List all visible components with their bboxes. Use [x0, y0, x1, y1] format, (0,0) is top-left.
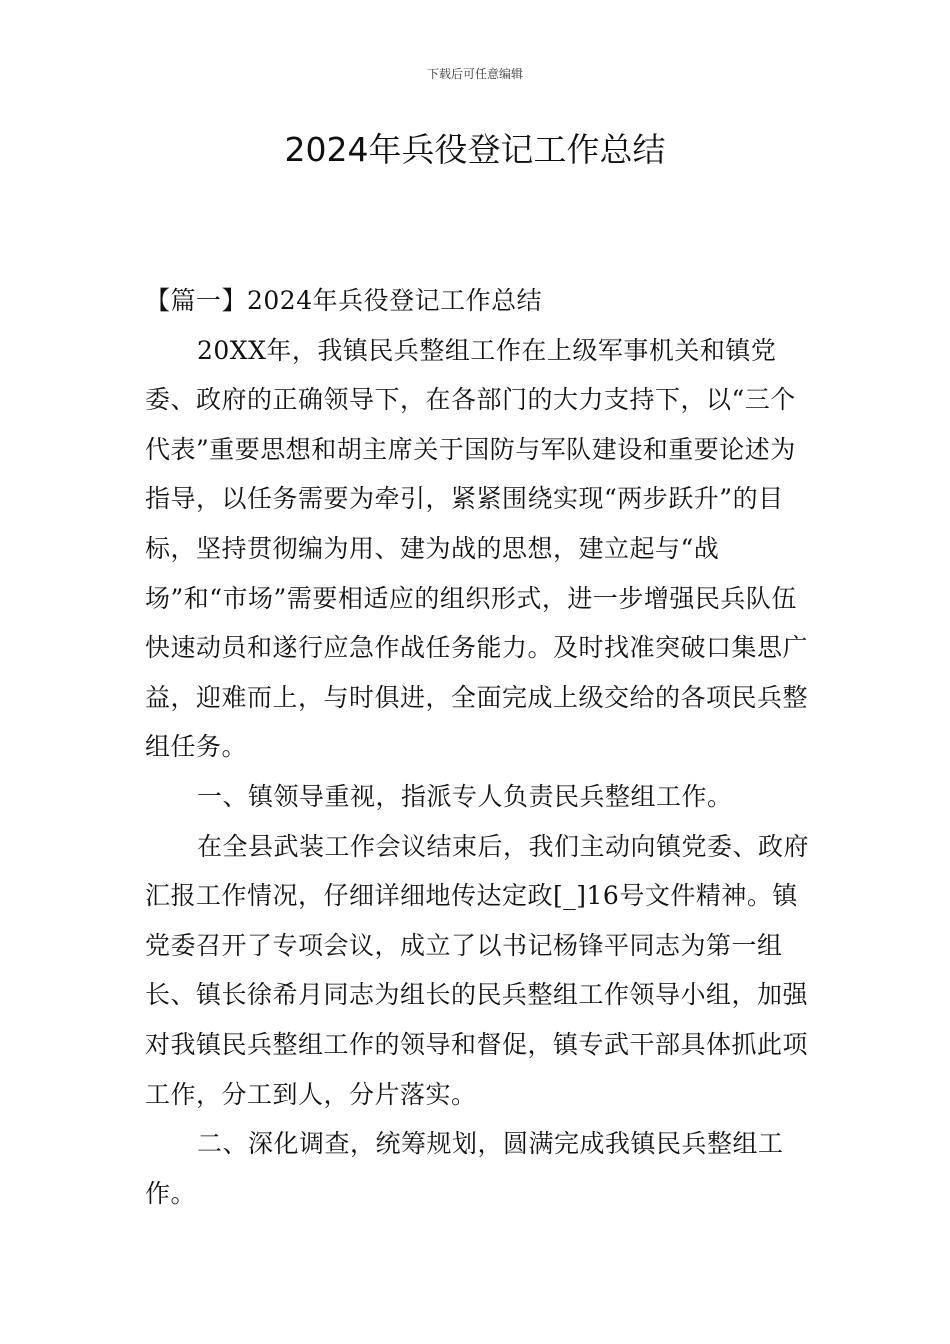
paragraph-intro: 20XX年，我镇民兵整组工作在上级军事机关和镇党委、政府的正确领导下，在各部门的大力支持下，以“三个代表”重要思想和胡主席关于国防与军队建设和重要论述为指导，以任务需要为牵引，紧紧围绕实现“两步跃升”的目标，坚持贯彻编为用、建为战的思想，建立起与“战场”和“市场”需要相适应的组织形式，进一步增强民兵队伍快速动员和遂行应急作战任务能力。及时找准突破口集思广益，迎难而上，与时俱进，全面完成上级交给的各项民兵整组任务。 — [145, 335, 809, 762]
paragraph-point-one-body: 在全县武装工作会议结束后，我们主动向镇党委、政府汇报工作情况，仔细详细地传达定政[_]16号文件精神。镇党委召开了专项会议，成立了以书记杨锋平同志为第一组长、镇长徐希月同志为组长的民兵整组工作领导小组，加强对我镇民兵整组工作的领导和督促，镇专武干部具体抓此项工作，分工到人，分片落实。 — [145, 831, 810, 1109]
document-body — [145, 276, 810, 1218]
section-heading: 【篇一】2024年兵役登记工作总结 — [145, 286, 543, 315]
document-title: 2024年兵役登记工作总结 — [284, 130, 666, 169]
paragraph-point-two-heading: 二、深化调查，统筹规划，圆满完成我镇民兵整组工作。 — [145, 1129, 784, 1208]
paragraph-point-one-heading: 一、镇领导重视，指派专人负责民兵整组工作。 — [197, 781, 733, 811]
header-note: 下载后可任意编辑 — [426, 67, 523, 81]
